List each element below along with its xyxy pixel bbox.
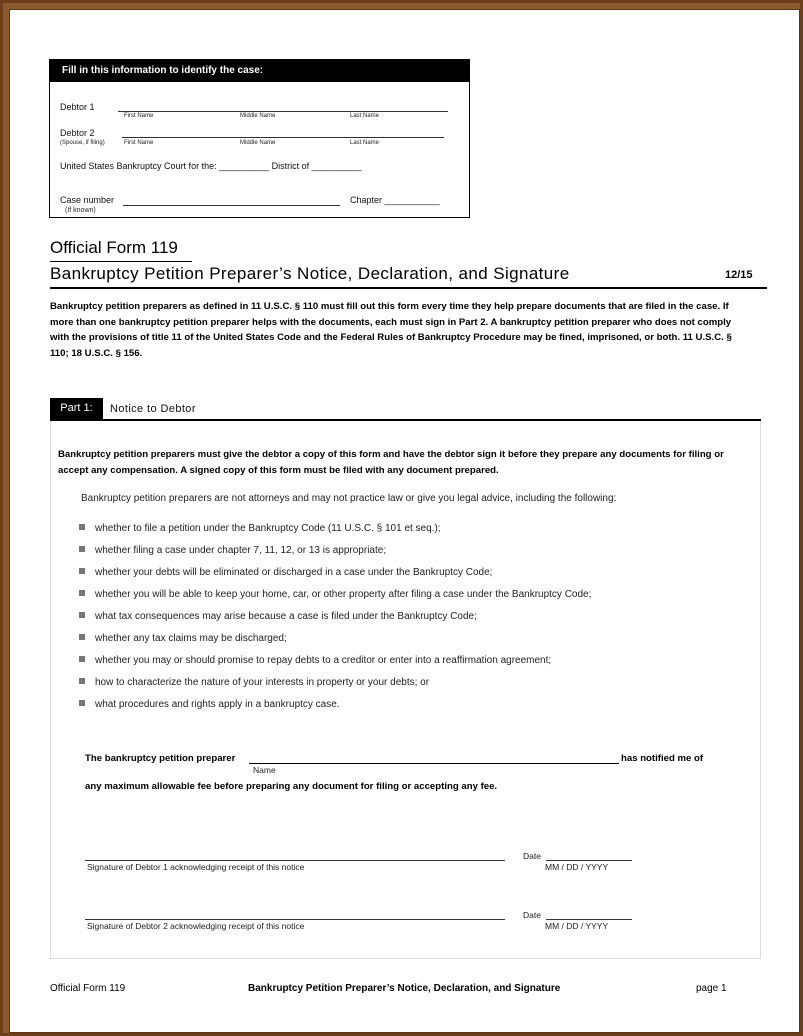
list-item: whether filing a case under chapter 7, 11, 12, or 13 is appropriate; bbox=[79, 545, 386, 556]
list-item: whether any tax claims may be discharged; bbox=[79, 633, 287, 644]
debtor1-name-field[interactable] bbox=[118, 111, 448, 112]
debtor2-signature-label: Signature of Debtor 2 acknowledging receipt of this notice bbox=[87, 921, 305, 931]
part1-tab: Part 1: bbox=[50, 398, 103, 419]
case-number-field[interactable] bbox=[123, 205, 340, 206]
list-item: whether to file a petition under the Bankruptcy Code (11 U.S.C. § 101 et seq.); bbox=[79, 523, 441, 534]
square-bullet-icon bbox=[79, 612, 85, 618]
preparer-statement-end: has notified me of bbox=[621, 753, 704, 764]
debtor1-label: Debtor 1 bbox=[60, 102, 95, 112]
case-identification-box bbox=[49, 59, 470, 218]
footer-form-number: Official Form 119 bbox=[50, 983, 126, 994]
debtor2-label: Debtor 2 bbox=[60, 128, 95, 138]
square-bullet-icon bbox=[79, 546, 85, 552]
debtor2-signature-field[interactable] bbox=[85, 919, 505, 920]
list-item: what procedures and rights apply in a bankruptcy case. bbox=[79, 699, 340, 710]
form-number: Official Form 119 bbox=[50, 238, 178, 257]
chapter-field[interactable]: Chapter ___________ bbox=[350, 195, 440, 205]
debtor1-date-label: Date bbox=[523, 851, 541, 861]
preparer-name-field[interactable] bbox=[249, 763, 619, 764]
form-revision-date: 12/15 bbox=[725, 269, 753, 281]
footer-form-title: Bankruptcy Petition Preparer’s Notice, Declaration, and Signature bbox=[248, 983, 561, 994]
debtor1-date-format: MM / DD / YYYY bbox=[545, 862, 609, 872]
square-bullet-icon bbox=[79, 700, 85, 706]
square-bullet-icon bbox=[79, 678, 85, 684]
debtor1-date-field[interactable] bbox=[546, 860, 632, 861]
form-page bbox=[9, 9, 800, 1033]
court-district-field[interactable]: United States Bankruptcy Court for the: __________ District of __________ bbox=[60, 161, 362, 171]
square-bullet-icon bbox=[79, 656, 85, 662]
form-number-underline bbox=[50, 261, 192, 262]
debtor1-middle-name-caption: Middle Name bbox=[240, 113, 276, 119]
debtor2-date-field[interactable] bbox=[546, 919, 632, 920]
case-identification-header: Fill in this information to identify the case: bbox=[50, 60, 469, 82]
debtor2-date-format: MM / DD / YYYY bbox=[545, 921, 609, 931]
list-item: how to characterize the nature of your interests in property or your debts; or bbox=[79, 677, 429, 688]
list-item: whether you may or should promise to repay debts to a creditor or enter into a reaffirmation agreement; bbox=[79, 655, 551, 666]
debtor2-first-name-caption: First Name bbox=[124, 140, 154, 146]
case-number-sublabel: (If known) bbox=[65, 207, 96, 214]
debtor2-sublabel: (Spouse, if filing) bbox=[60, 140, 105, 146]
preparer-statement-start: The bankruptcy petition preparer bbox=[85, 753, 236, 764]
part1-notice: Bankruptcy petition preparers must give the debtor a copy of this form and have the debtor sign it before they prepare any documents for filing or accept any compensation. A signed copy of this form must be filed with any document prepared. bbox=[58, 449, 724, 476]
part1-lead: Bankruptcy petition preparers are not attorneys and may not practice law or give you legal advice, including the following: bbox=[81, 493, 617, 504]
list-item: whether you will be able to keep your home, car, or other property after filing a case under the Bankruptcy Code; bbox=[79, 589, 591, 600]
debtor1-signature-field[interactable] bbox=[85, 860, 505, 861]
preparer-statement-fee: any maximum allowable fee before preparing any document for filing or accepting any fee. bbox=[85, 781, 498, 792]
list-item: whether your debts will be eliminated or discharged in a case under the Bankruptcy Code; bbox=[79, 567, 492, 578]
debtor1-first-name-caption: First Name bbox=[124, 113, 154, 119]
square-bullet-icon bbox=[79, 568, 85, 574]
list-item: what tax consequences may arise because a case is filed under the Bankruptcy Code; bbox=[79, 611, 477, 622]
debtor2-name-field[interactable] bbox=[122, 137, 444, 138]
debtor2-last-name-caption: Last Name bbox=[350, 140, 380, 146]
title-rule bbox=[50, 287, 767, 289]
form-title: Bankruptcy Petition Preparer’s Notice, Declaration, and Signature bbox=[50, 264, 570, 283]
square-bullet-icon bbox=[79, 590, 85, 596]
square-bullet-icon bbox=[79, 634, 85, 640]
debtor2-middle-name-caption: Middle Name bbox=[240, 140, 276, 146]
debtor2-date-label: Date bbox=[523, 910, 541, 920]
footer-page-number: page 1 bbox=[696, 983, 727, 994]
debtor1-last-name-caption: Last Name bbox=[350, 113, 380, 119]
debtor1-signature-label: Signature of Debtor 1 acknowledging receipt of this notice bbox=[87, 862, 305, 872]
square-bullet-icon bbox=[79, 524, 85, 530]
intro-paragraph: Bankruptcy petition preparers as defined in 11 U.S.C. § 110 must fill out this form every time they help prepare documents that are filed in the case. If more than one bankruptcy petition preparer helps with the documents, each must sign in Part 2. A bankruptcy petition preparer who does not comply with the provisions of title 11 of the United States Code and the Federal Rules of Bankruptcy Procedure may be fined, imprisoned, or both. 11 U.S.C. § 110; 18 U.S.C. § 156. bbox=[50, 301, 732, 359]
part1-title: Notice to Debtor bbox=[110, 403, 196, 415]
case-number-label: Case number bbox=[60, 195, 115, 205]
preparer-name-caption: Name bbox=[253, 765, 276, 775]
